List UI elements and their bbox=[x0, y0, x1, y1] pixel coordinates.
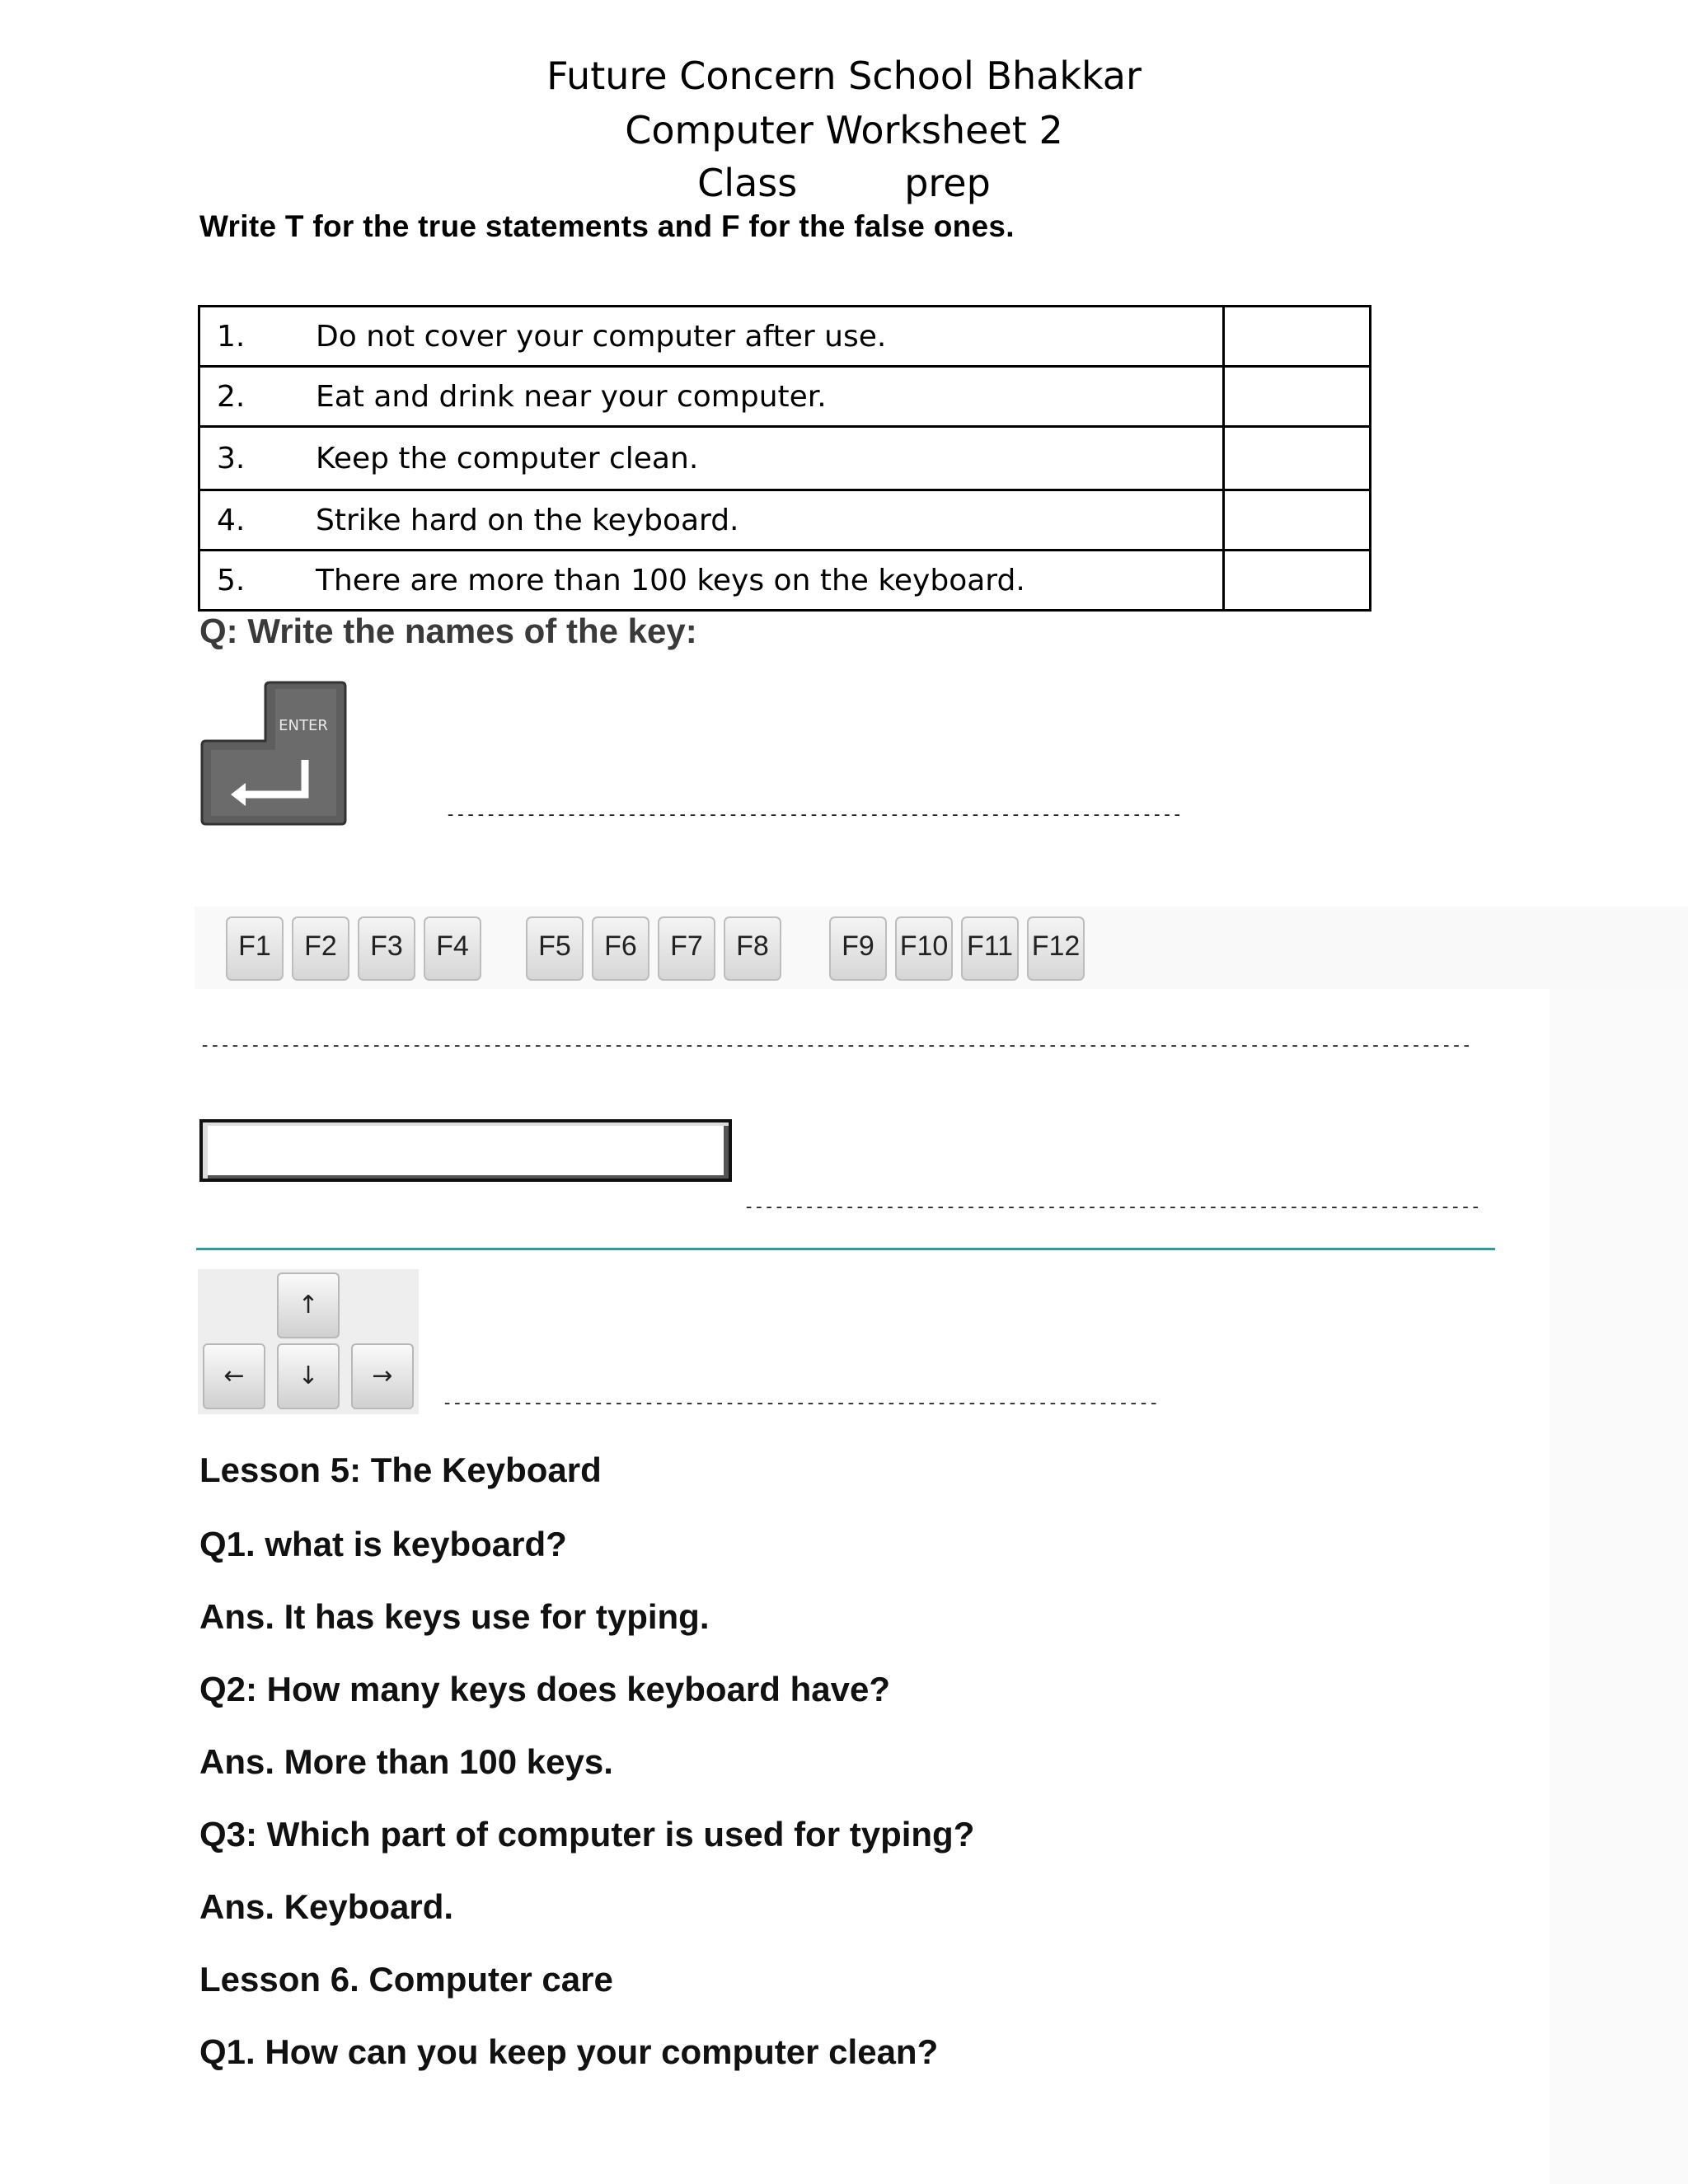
f4-key: F4 bbox=[424, 916, 481, 981]
up-arrow-icon: ↑ bbox=[277, 1272, 340, 1338]
statement-text: Do not cover your computer after use. bbox=[316, 319, 887, 354]
lesson5-title: Lesson 5: The Keyboard bbox=[199, 1451, 602, 1489]
enter-key-icon bbox=[199, 679, 348, 827]
answer-cell[interactable] bbox=[1223, 427, 1370, 490]
instruction: Write T for the true statements and F for the false ones. bbox=[199, 209, 1015, 243]
table-row bbox=[199, 427, 1371, 490]
f2-key: F2 bbox=[292, 916, 349, 981]
f9-key: F9 bbox=[829, 916, 887, 981]
right-arrow-icon: → bbox=[351, 1343, 414, 1409]
spacebar-image bbox=[199, 1119, 732, 1182]
row-number: 5. bbox=[217, 563, 246, 598]
statement-text: Keep the computer clean. bbox=[316, 441, 699, 476]
f6-key: F6 bbox=[592, 916, 649, 981]
row-number: 1. bbox=[217, 319, 246, 354]
f7-key: F7 bbox=[658, 916, 715, 981]
lesson5-q3: Q3: Which part of computer is used for typing? bbox=[199, 1815, 975, 1854]
divider bbox=[196, 1248, 1495, 1250]
answer-cell[interactable] bbox=[1223, 551, 1370, 611]
row-number: 2. bbox=[217, 379, 246, 414]
answer-line-spacebar: ------------------------------------------------------------------------- bbox=[743, 1197, 1480, 1217]
statement-text: There are more than 100 keys on the keyboard. bbox=[316, 563, 1025, 598]
table-row bbox=[199, 367, 1371, 427]
row-number: 3. bbox=[217, 441, 246, 476]
f1-key: F1 bbox=[226, 916, 284, 981]
f5-key: F5 bbox=[526, 916, 584, 981]
enter-key-label: ENTER bbox=[279, 717, 328, 734]
page-shade bbox=[1550, 907, 1688, 2184]
f10-key: F10 bbox=[895, 916, 953, 981]
answer-line-enter: ------------------------------------------------------------------------- bbox=[445, 804, 1182, 825]
class-label: Class bbox=[697, 161, 798, 205]
answer-cell[interactable] bbox=[1223, 490, 1370, 551]
f11-key: F11 bbox=[961, 916, 1019, 981]
down-arrow-icon: ↓ bbox=[277, 1343, 340, 1409]
lesson5-q1: Q1. what is keyboard? bbox=[199, 1525, 567, 1563]
left-arrow-icon: ← bbox=[203, 1343, 265, 1409]
f12-key: F12 bbox=[1027, 916, 1085, 981]
class-value: prep bbox=[904, 161, 991, 205]
table-row bbox=[199, 307, 1371, 367]
school-name: Future Concern School Bhakkar bbox=[546, 54, 1142, 98]
lesson5-a2: Ans. More than 100 keys. bbox=[199, 1742, 613, 1781]
lesson5-a3: Ans. Keyboard. bbox=[199, 1887, 454, 1926]
enter-key-image bbox=[199, 679, 348, 827]
table-row bbox=[199, 551, 1371, 611]
statement-text: Strike hard on the keyboard. bbox=[316, 503, 739, 537]
class-line bbox=[0, 160, 1688, 206]
worksheet-title: Computer Worksheet 2 bbox=[625, 108, 1063, 152]
key-question: Q: Write the names of the key: bbox=[199, 612, 697, 650]
answer-cell[interactable] bbox=[1223, 367, 1370, 427]
lesson6-title: Lesson 6. Computer care bbox=[199, 1960, 613, 1999]
table-row bbox=[199, 490, 1371, 551]
f3-key: F3 bbox=[358, 916, 415, 981]
answer-line-function-keys: ------------------------------------------------------------------------------------------------------------------------------ bbox=[199, 1035, 1471, 1056]
f8-key: F8 bbox=[724, 916, 781, 981]
lesson5-a1: Ans. It has keys use for typing. bbox=[199, 1597, 710, 1636]
answer-line-arrows: ----------------------------------------------------------------------- bbox=[442, 1393, 1159, 1413]
lesson5-q2: Q2: How many keys does keyboard have? bbox=[199, 1670, 890, 1708]
statement-text: Eat and drink near your computer. bbox=[316, 379, 827, 414]
lesson6-q1: Q1. How can you keep your computer clean? bbox=[199, 2032, 939, 2071]
answer-cell[interactable] bbox=[1223, 307, 1370, 367]
true-false-table bbox=[198, 305, 1372, 612]
row-number: 4. bbox=[217, 503, 246, 537]
